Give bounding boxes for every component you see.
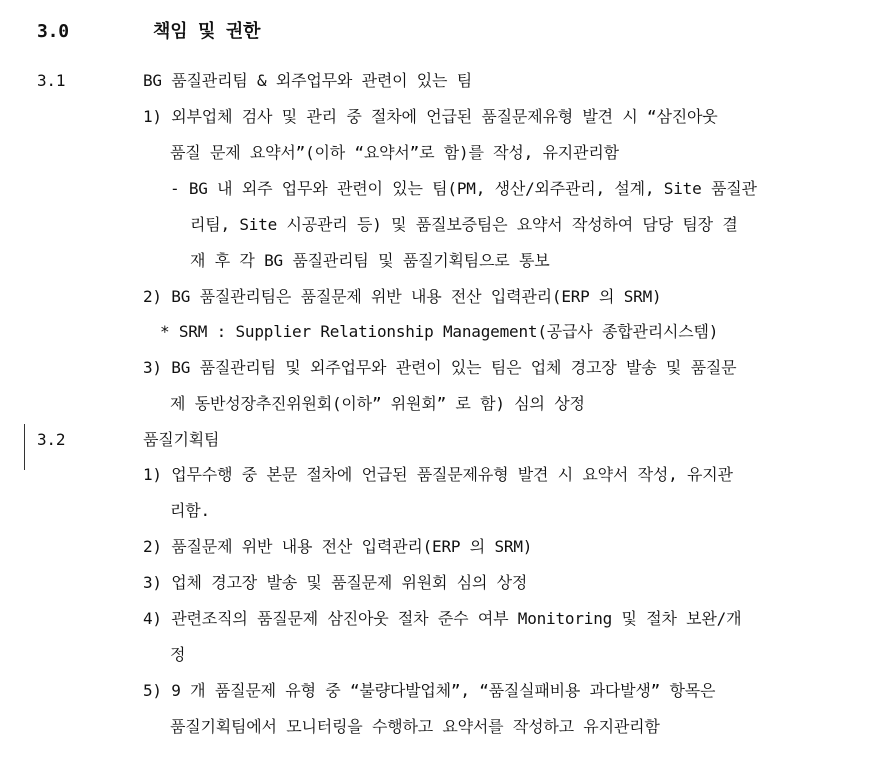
- list-item-3-1-2: 2) BG 품질관리팀은 품질문제 위반 내용 전산 입력관리(ERP 의 SRM): [143, 287, 662, 306]
- list-item-3-1-3-line1: 3) BG 품질관리팀 및 외주업무와 관련이 있는 팀은 업체 경고장 발송 및 품질문: [143, 358, 737, 377]
- list-item-3-2-5-line1: 5) 9 개 품질문제 유형 중 “불량다발업체”, “품질실패비용 과다발생” 항목은: [143, 681, 716, 700]
- list-item-3-1-1-line1: 1) 외부업체 검사 및 관리 중 절차에 언급된 품질문제유형 발견 시 “삼진아웃: [143, 107, 718, 126]
- subsection-number-3-2: 3.2: [37, 430, 66, 449]
- sub-item-3-1-1-line2: 리팀, Site 시공관리 등) 및 품질보증팀은 요약서 작성하여 담당 팀장 결: [190, 215, 738, 234]
- sub-item-3-1-1-line3: 재 후 각 BG 품질관리팀 및 품질기획팀으로 통보: [190, 251, 550, 270]
- list-item-3-2-5-line2: 품질기획팀에서 모니터링을 수행하고 요약서를 작성하고 유지관리함: [170, 717, 660, 736]
- list-item-3-1-1-line2: 품질 문제 요약서”(이하 “요약서”로 함)를 작성, 유지관리함: [170, 143, 619, 162]
- sub-item-3-1-1-line1: - BG 내 외주 업무와 관련이 있는 팀(PM, 생산/외주관리, 설계, Site 품질관: [170, 179, 757, 198]
- section-number: 3.0: [37, 21, 69, 42]
- list-item-3-2-4-line2: 정: [170, 645, 186, 664]
- list-item-3-2-3: 3) 업체 경고장 발송 및 품질문제 위원회 심의 상정: [143, 573, 528, 592]
- revision-change-bar: [24, 424, 25, 470]
- section-title: 책임 및 권한: [153, 21, 261, 42]
- subsection-title-3-2: 품질기획팀: [143, 430, 220, 449]
- list-item-3-2-2: 2) 품질문제 위반 내용 전산 입력관리(ERP 의 SRM): [143, 537, 533, 556]
- list-item-3-2-1-line2: 리함.: [170, 501, 210, 520]
- list-item-3-2-4-line1: 4) 관련조직의 품질문제 삼진아웃 절차 준수 여부 Monitoring 및 절차 보완/개: [143, 609, 742, 628]
- subsection-title-3-1: BG 품질관리팀 & 외주업무와 관련이 있는 팀: [143, 71, 472, 90]
- subsection-number-3-1: 3.1: [37, 71, 66, 90]
- list-item-3-1-3-line2: 제 동반성장추진위원회(이하” 위원회” 로 함) 심의 상정: [170, 394, 585, 413]
- note-srm: * SRM : Supplier Relationship Management(공급사 종합관리시스템): [160, 322, 719, 341]
- list-item-3-2-1-line1: 1) 업무수행 중 본문 절차에 언급된 품질문제유형 발견 시 요약서 작성, 유지관: [143, 465, 733, 484]
